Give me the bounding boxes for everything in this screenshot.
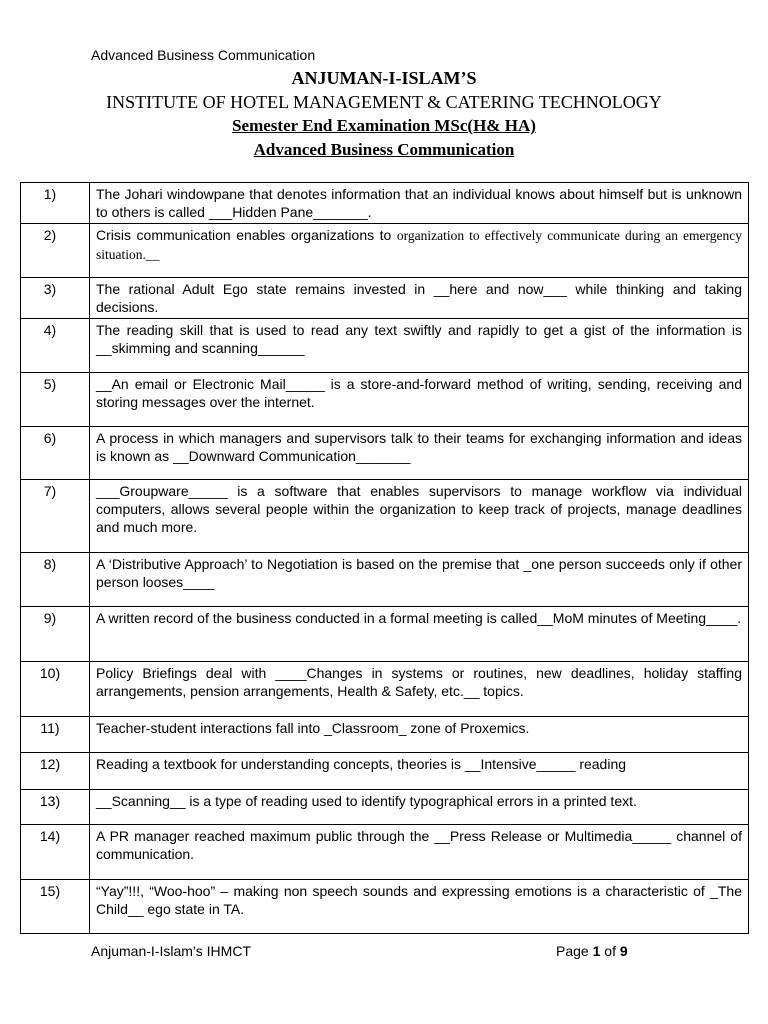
question-number: 8)	[21, 553, 90, 607]
table-row	[21, 183, 749, 224]
institute-name: INSTITUTE OF HOTEL MANAGEMENT & CATERING TECHNOLOGY	[106, 92, 662, 112]
question-number: 7)	[21, 480, 90, 553]
institution-name: ANJUMAN-I-ISLAM’S	[291, 68, 477, 88]
page-label: Page	[556, 943, 593, 959]
question-text	[90, 224, 749, 278]
question-number: 12)	[21, 753, 90, 790]
question-text: A PR manager reached maximum public through the __Press Release or Multimedia_____ channel of communication.	[90, 825, 749, 880]
question-number: 1)	[21, 183, 90, 224]
question-number: 2)	[21, 224, 90, 278]
table-row	[21, 662, 749, 717]
question-text: A ‘Distributive Approach’ to Negotiation is based on the premise that _one person succeeds only if other person looses____	[90, 553, 749, 607]
table-row	[21, 319, 749, 373]
question-text-serif: organization to effectively communicate during an emergency situation.__	[96, 228, 742, 262]
question-text: A process in which managers and supervisors talk to their teams for exchanging information and ideas is known as __Downward Communication_______	[90, 427, 749, 480]
question-number: 9)	[21, 607, 90, 662]
question-number: 10)	[21, 662, 90, 717]
question-number: 14)	[21, 825, 90, 880]
page-current: 1	[592, 943, 601, 959]
page-total: 9	[619, 943, 628, 959]
document-titles	[0, 66, 768, 162]
question-text: The rational Adult Ego state remains invested in __here and now___ while thinking and taking decisions.	[90, 278, 749, 319]
table-row	[21, 825, 749, 880]
question-text: __An email or Electronic Mail_____ is a store-and-forward method of writing, sending, receiving and storing messages over the internet.	[90, 373, 749, 427]
question-number: 5)	[21, 373, 90, 427]
table-row	[21, 790, 749, 825]
subject-title: Advanced Business Communication	[253, 140, 515, 159]
question-text: The reading skill that is used to read any text swiftly and rapidly to get a gist of the information is __skimming and scanning______	[90, 319, 749, 373]
question-number: 11)	[21, 717, 90, 753]
question-text: “Yay”!!!, “Woo-hoo” – making non speech sounds and expressing emotions is a characteristic of _The Child__ ego state in TA.	[90, 880, 749, 934]
table-row	[21, 607, 749, 662]
table-row	[21, 753, 749, 790]
questions-table	[20, 182, 749, 934]
question-text: __Scanning__ is a type of reading used to identify typographical errors in a printed text.	[90, 790, 749, 825]
question-number: 4)	[21, 319, 90, 373]
page-number	[556, 943, 628, 959]
question-number: 6)	[21, 427, 90, 480]
table-row	[21, 224, 749, 278]
table-row	[21, 278, 749, 319]
question-number: 3)	[21, 278, 90, 319]
question-text: Teacher-student interactions fall into _Classroom_ zone of Proxemics.	[90, 717, 749, 753]
question-text: A written record of the business conducted in a formal meeting is called__MoM minutes of Meeting____.	[90, 607, 749, 662]
table-row	[21, 373, 749, 427]
table-row	[21, 427, 749, 480]
question-text: Reading a textbook for understanding concepts, theories is __Intensive_____ reading	[90, 753, 749, 790]
question-text-sans: Crisis communication enables organizations to	[96, 227, 397, 243]
question-text: Policy Briefings deal with ____Changes in systems or routines, new deadlines, holiday staffing arrangements, pension arrangements, Health & Safety, etc.__ topics.	[90, 662, 749, 717]
page-of: of	[600, 943, 620, 959]
running-header: Advanced Business Communication	[91, 47, 316, 63]
question-number: 15)	[21, 880, 90, 934]
table-row	[21, 553, 749, 607]
question-text: ___Groupware_____ is a software that enables supervisors to manage workflow via individual computers, allows several people within the organization to keep track of projects, manage deadlines and much more.	[90, 480, 749, 553]
table-row	[21, 717, 749, 753]
table-row	[21, 880, 749, 934]
exam-title: Semester End Examination MSc(H& HA)	[232, 116, 536, 135]
question-number: 13)	[21, 790, 90, 825]
question-text: The Johari windowpane that denotes information that an individual knows about himself but is unknown to others is called ___Hidden Pane_______.	[90, 183, 749, 224]
table-row	[21, 480, 749, 553]
footer-institution: Anjuman-I-Islam’s IHMCT	[91, 943, 251, 959]
